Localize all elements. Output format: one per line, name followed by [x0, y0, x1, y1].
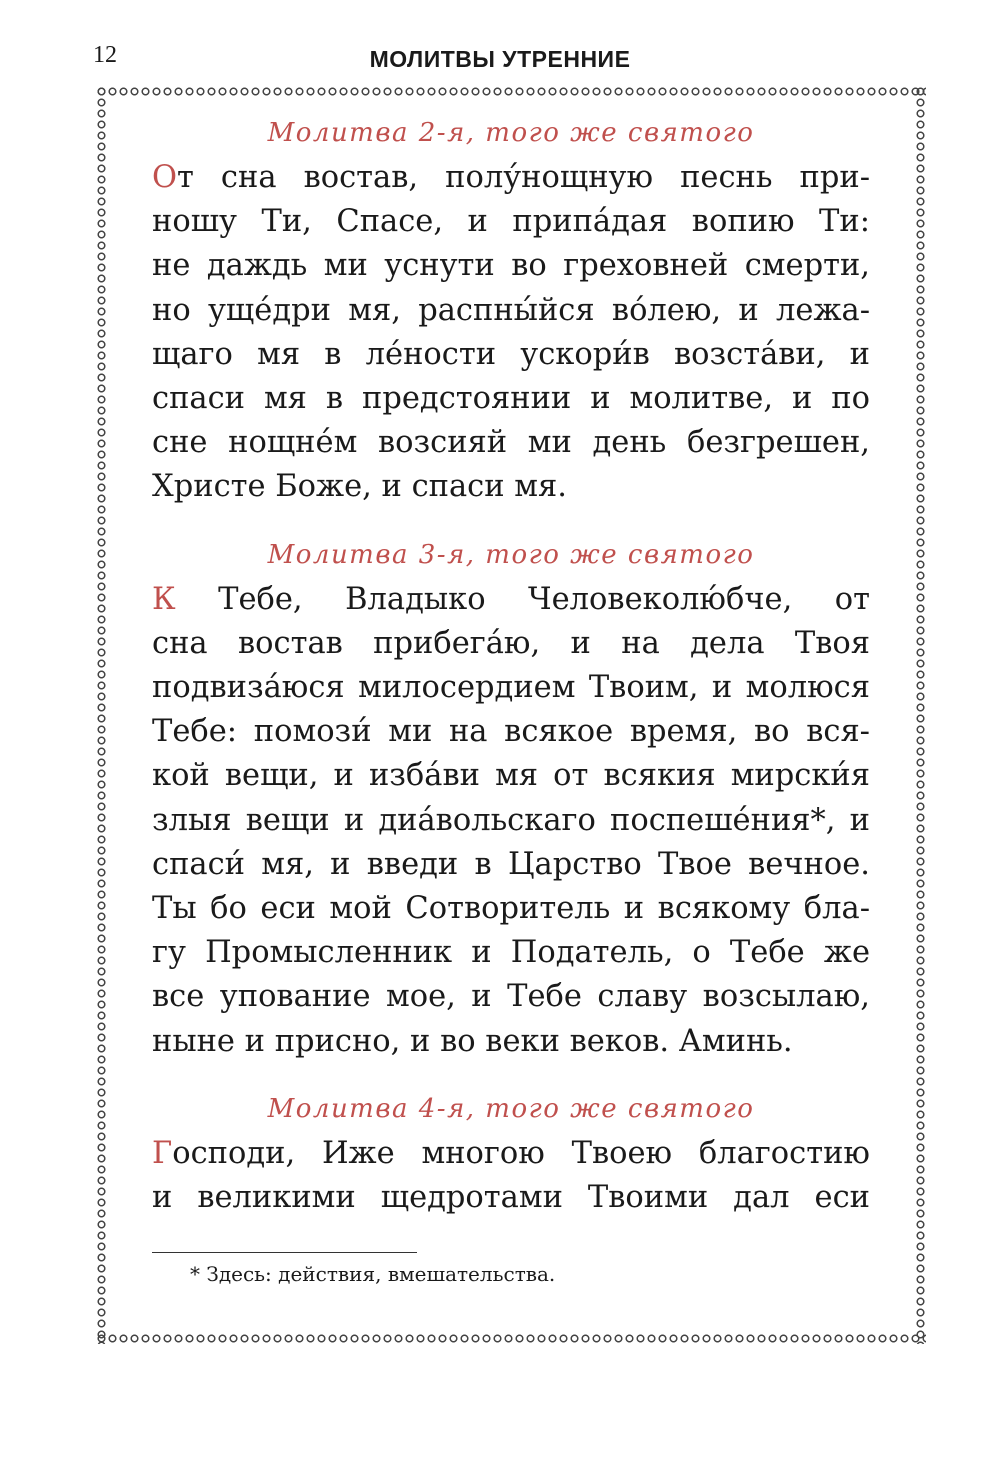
border-right	[915, 86, 926, 1344]
text-line: Тебе: помози́ ми на всякое время, во вся-	[152, 714, 870, 750]
text-line: Ты бо еси мой Сотворитель и всякому бла-	[152, 891, 870, 927]
page-number: 12	[93, 42, 117, 68]
prayer-text	[152, 156, 870, 510]
footnote: * Здесь: действия, вмешательства.	[190, 1262, 556, 1286]
text-line: ныне и присно, и во веки веков. Аминь.	[152, 1023, 793, 1059]
prayer-4	[152, 1094, 870, 1220]
text-line: сне нощне́м возсияй ми день безгрешен,	[152, 425, 870, 461]
footnote-divider	[152, 1252, 417, 1253]
text-line: гу Промысленник и Податель, о Тебе же	[152, 935, 870, 971]
text-line: не даждь ми уснути во греховней смерти,	[152, 248, 870, 284]
text-line: осподи, Иже многою Твоею благостию	[172, 1135, 870, 1171]
text-line: т сна востав, полу́нощную песнь при-	[177, 160, 870, 195]
border-top	[96, 86, 926, 97]
border-bottom	[96, 1333, 926, 1344]
text-line: Тебе, Владыко Человеколю́бче, от	[175, 581, 870, 617]
text-line: но уще́дри мя, распны́йся во́лею, и лежа-	[152, 292, 870, 328]
text-line: спаси́ мя, и введи в Царство Твое вечное.	[152, 846, 870, 882]
running-title: МОЛИТВЫ УТРЕННИЕ	[369, 46, 631, 72]
drop-cap: Г	[152, 1135, 173, 1171]
drop-cap: К	[152, 581, 176, 617]
text-line: злыя вещи и диа́вольскаго поспеше́ния*, и	[152, 802, 870, 838]
prayer-text	[152, 578, 870, 1064]
text-line: и великими щедротами Твоими дал еси	[152, 1180, 870, 1216]
text-line: ношу Ти, Спасе, и припа́дая вопию Ти:	[152, 204, 870, 240]
text-line: сна востав прибега́ю, и на дела Твоя	[152, 625, 870, 661]
prayer-title: Молитва 4-я, того же святого	[267, 1093, 755, 1124]
drop-cap: О	[152, 160, 178, 195]
prayer-2	[152, 118, 870, 510]
text-line: Христе Боже, и спаси мя.	[152, 469, 567, 505]
page-content	[152, 118, 870, 1250]
text-line: все упование мое, и Тебе славу возсылаю,	[152, 979, 870, 1015]
text-line: кой вещи, и изба́ви мя от всякия мирски́я	[152, 758, 870, 794]
prayer-3	[152, 540, 870, 1064]
prayer-text	[152, 1132, 870, 1220]
prayer-title: Молитва 3-я, того же святого	[267, 539, 755, 570]
border-left	[96, 86, 107, 1344]
text-line: щаго мя в ле́ности ускори́в возста́ви, и	[152, 336, 870, 372]
prayer-title: Молитва 2-я, того же святого	[267, 118, 755, 148]
text-line: спаси мя в предстоянии и молитве, и по	[152, 381, 870, 417]
text-line: подвиза́юся милосердием Твоим, и молюся	[152, 670, 870, 706]
